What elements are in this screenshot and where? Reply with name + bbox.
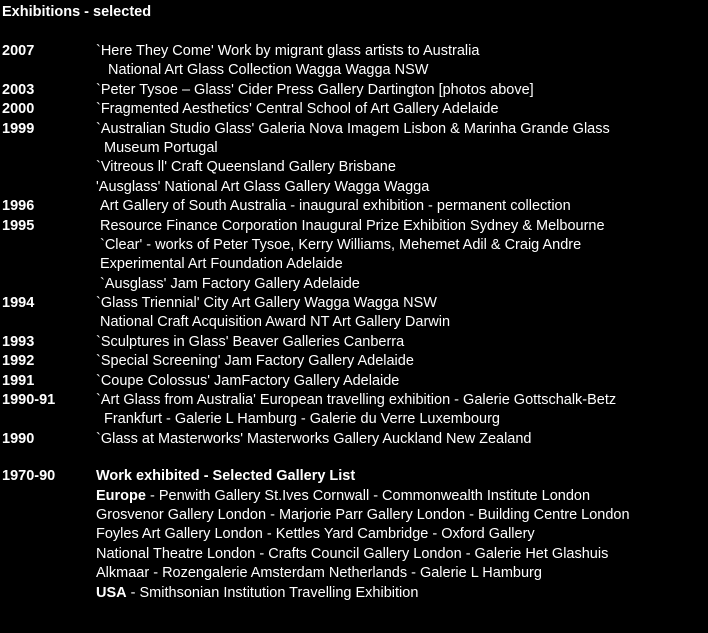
exhibition-row [0,217,708,236]
year-label: 2003 [2,81,35,98]
exhibition-description: `Sculptures in Glass' Beaver Galleries Canberra [96,333,405,350]
year-label: 1990 [2,430,35,447]
exhibition-row [0,158,708,177]
year-label: 2000 [2,101,35,118]
gallery-europe-line: Grosvenor Gallery London - Marjorie Parr Gallery London - Building Centre London [96,506,630,523]
exhibition-description: `Special Screening' Jam Factory Gallery Adelaide [96,353,414,370]
europe-label: Europe [96,487,146,504]
year-label [0,178,96,197]
year-label [0,255,96,274]
exhibition-row [0,236,708,255]
year-label: 1995 [2,217,35,234]
year-label [0,487,96,506]
gallery-europe-row [0,525,708,544]
exhibition-row [0,61,708,80]
section-gap [0,449,708,467]
exhibition-row [0,120,708,139]
exhibition-description: Art Gallery of South Australia - inaugural exhibition - permanent collection [100,198,571,215]
year-label: 1991 [2,372,35,389]
exhibition-row [0,391,708,410]
year-label [0,158,96,177]
gallery-usa-row [0,584,708,603]
year-label: 1996 [2,198,35,215]
exhibition-description: National Craft Acquisition Award NT Art Gallery Darwin [100,314,451,331]
exhibition-description: Frankfurt - Galerie L Hamburg - Galerie du Verre Luxembourg [104,411,500,428]
year-label: 1994 [2,295,35,312]
europe-text: - Penwith Gallery St.Ives Cornwall - Commonwealth Institute London [145,487,591,504]
usa-label: USA [96,584,127,601]
year-label [0,584,96,603]
exhibition-description: `Coupe Colossus' JamFactory Gallery Adelaide [96,372,400,389]
gallery-heading-row [0,467,708,486]
exhibition-description: `Fragmented Aesthetics' Central School of Art Gallery Adelaide [96,101,499,118]
year-label: 1970-90 [2,468,56,485]
year-label [0,275,96,294]
exhibition-row [0,333,708,352]
exhibition-row [0,410,708,429]
page-title: Exhibitions - selected [2,4,152,20]
gallery-europe-row [0,506,708,525]
year-label [0,61,96,80]
exhibition-row [0,255,708,274]
exhibition-row [0,294,708,313]
year-label [0,236,96,255]
usa-text: - Smithsonian Institution Travelling Exhibition [126,584,419,601]
exhibition-row [0,42,708,61]
exhibition-description: 'Ausglass' National Art Glass Gallery Wagga Wagga [96,178,430,195]
exhibition-row [0,430,708,449]
exhibition-list [0,42,708,603]
year-label [0,525,96,544]
year-label: 1993 [2,333,35,350]
gallery-usa-line [96,584,418,603]
year-label: 1992 [2,353,35,370]
exhibition-description: `Clear' - works of Peter Tysoe, Kerry Williams, Mehemet Adil & Craig Andre [100,236,582,253]
gallery-europe-row [0,545,708,564]
exhibition-description: `Here They Come' Work by migrant glass artists to Australia [96,43,480,59]
exhibition-row [0,139,708,158]
exhibition-description: Experimental Art Foundation Adelaide [100,256,343,273]
gallery-heading: Work exhibited - Selected Gallery List [96,468,356,485]
exhibition-description: `Vitreous ll' Craft Queensland Gallery Brisbane [96,159,396,176]
year-label [0,313,96,332]
exhibition-description: `Art Glass from Australia' European travelling exhibition - Galerie Gottschalk-Betz [96,392,617,409]
exhibition-description: `Glass at Masterworks' Masterworks Gallery Auckland New Zealand [96,430,532,447]
year-label [0,564,96,583]
year-label [0,506,96,525]
year-label: 2007 [2,43,35,59]
exhibition-row [0,100,708,119]
gallery-europe-line: Foyles Art Gallery London - Kettles Yard Cambridge - Oxford Gallery [96,526,535,543]
gallery-europe-line: Alkmaar - Rozengalerie Amsterdam Netherlands - Galerie L Hamburg [96,565,542,582]
exhibition-row [0,275,708,294]
gallery-europe-line: National Theatre London - Crafts Council Gallery London - Galerie Het Glashuis [96,545,609,562]
exhibition-row [0,313,708,332]
gallery-europe-row [0,487,708,506]
year-label [0,410,96,429]
exhibition-description: `Australian Studio Glass' Galeria Nova Imagem Lisbon & Marinha Grande Glass [96,120,610,137]
exhibition-description: `Glass Triennial' City Art Gallery Wagga Wagga NSW [96,295,437,312]
year-label [0,139,96,158]
gallery-europe-row [0,564,708,583]
exhibition-row [0,81,708,100]
exhibition-description: `Peter Tysoe – Glass' Cider Press Gallery Dartington [photos above] [96,81,534,98]
exhibition-description: National Art Glass Collection Wagga Wagga NSW [108,62,429,79]
gallery-europe-line [96,487,590,506]
exhibition-description: Museum Portugal [104,139,218,156]
exhibition-description: `Ausglass' Jam Factory Gallery Adelaide [100,275,360,292]
exhibition-row [0,197,708,216]
year-label: 1999 [2,120,35,137]
exhibition-row [0,372,708,391]
exhibition-description: Resource Finance Corporation Inaugural Prize Exhibition Sydney & Melbourne [100,217,605,234]
year-label [0,545,96,564]
year-label: 1990-91 [2,392,56,409]
exhibition-row [0,178,708,197]
exhibition-row [0,352,708,371]
